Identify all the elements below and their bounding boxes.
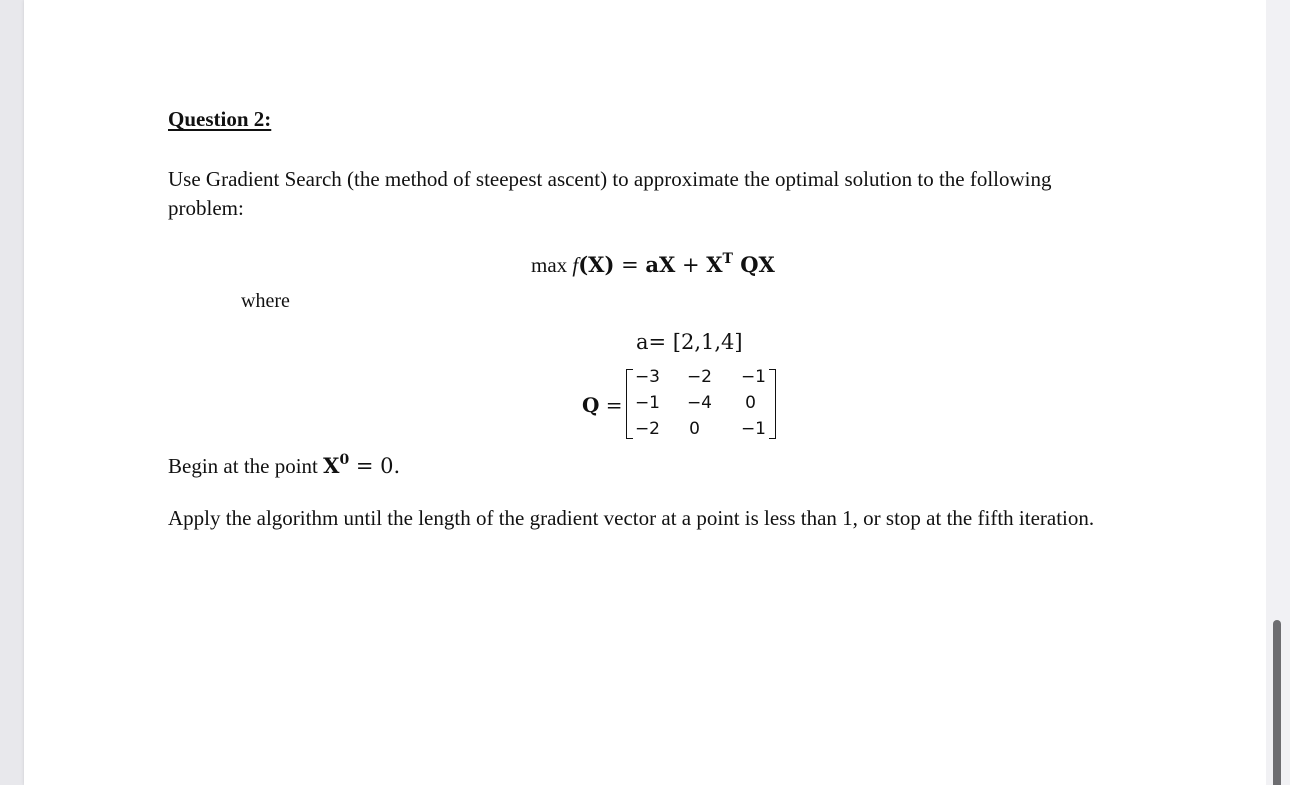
- matrix-cell: −3: [634, 367, 660, 387]
- begin-value: = 0.: [349, 454, 401, 478]
- q-equals: =: [599, 393, 623, 417]
- document-page: [24, 0, 1266, 785]
- objective-function: [531, 251, 775, 278]
- stopping-criterion: Apply the algorithm until the length of the gradient vector at a point is less than 1, or stop at the fifth iteration.: [168, 506, 1095, 530]
- x-superscript: 0: [339, 452, 350, 468]
- q-label: [582, 393, 623, 417]
- starting-point: [168, 452, 400, 479]
- equals-sign: =: [614, 253, 646, 277]
- a-vector: a= [2,1,4]: [636, 330, 743, 354]
- x-transpose: X: [706, 252, 723, 277]
- function-argument: (X): [578, 252, 615, 277]
- matrix-cell: 0: [689, 419, 700, 439]
- q-symbol: Q: [582, 393, 600, 417]
- scrollbar-thumb[interactable]: [1273, 620, 1281, 785]
- transpose-superscript: T: [722, 251, 733, 267]
- question-heading: Question 2:: [168, 107, 272, 131]
- matrix-cell: −1: [740, 367, 766, 387]
- quadratic-term: QX: [732, 252, 775, 277]
- vertical-scrollbar[interactable]: [1266, 0, 1290, 785]
- matrix-cell: −4: [686, 393, 712, 413]
- matrix-cell: −2: [686, 367, 712, 387]
- matrix-cell: −2: [634, 419, 660, 439]
- function-symbol: f: [572, 253, 579, 277]
- matrix-right-bracket: [769, 369, 776, 439]
- problem-statement: Use Gradient Search (the method of steepest ascent) to approximate the optimal solution to the following problem:: [168, 167, 1052, 220]
- matrix-cell: 0: [745, 393, 756, 413]
- matrix-cell: −1: [740, 419, 766, 439]
- x-symbol: X: [323, 453, 340, 478]
- where-label: where: [241, 290, 290, 312]
- matrix-cell: −1: [634, 393, 660, 413]
- q-matrix: [626, 369, 776, 439]
- linear-term: aX: [645, 252, 676, 277]
- begin-text: Begin at the point: [168, 454, 324, 478]
- plus-sign: +: [675, 253, 707, 277]
- max-label: max: [531, 253, 573, 277]
